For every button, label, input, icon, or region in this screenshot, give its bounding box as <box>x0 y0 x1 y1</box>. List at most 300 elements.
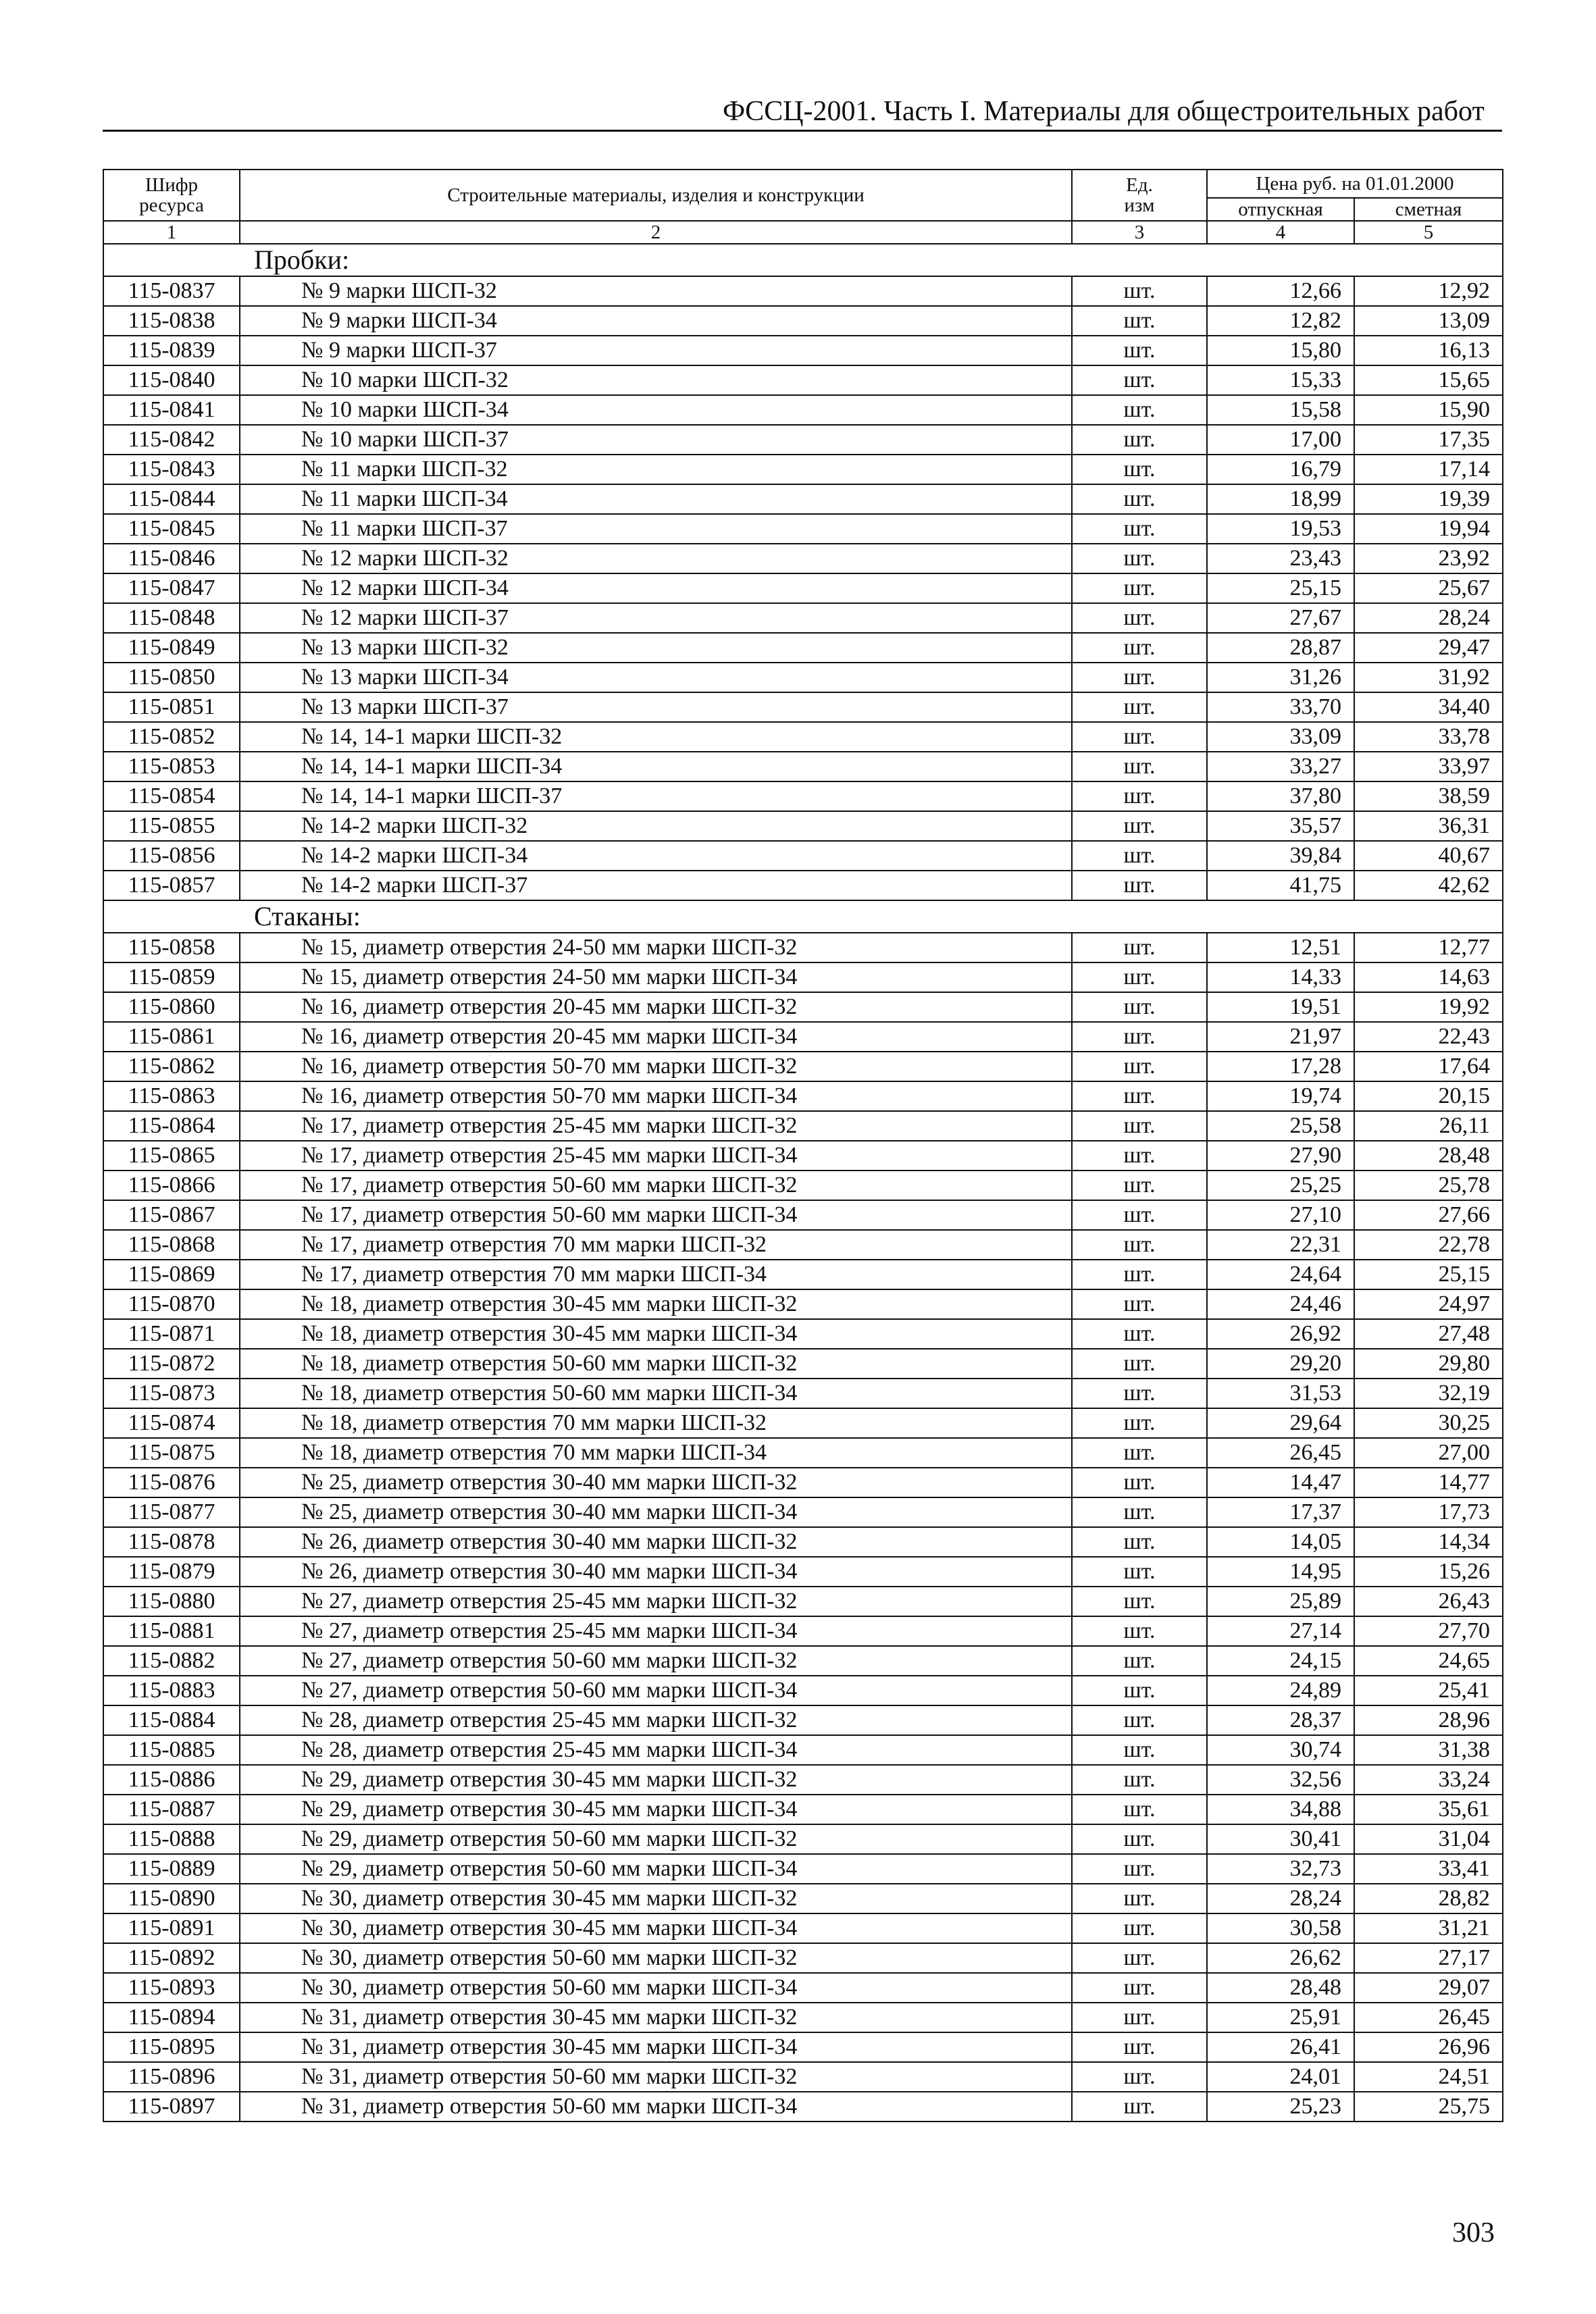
resource-code-cell: 115-0845 <box>103 514 240 544</box>
resource-code-cell: 115-0840 <box>103 365 240 395</box>
resource-code-cell: 115-0883 <box>103 1676 240 1705</box>
release-price-cell: 30,41 <box>1207 1824 1354 1854</box>
header-rule <box>103 130 1502 132</box>
estimate-price-cell: 26,43 <box>1354 1587 1503 1616</box>
unit-cell: шт. <box>1072 1141 1207 1171</box>
estimate-price-cell: 36,31 <box>1354 811 1503 841</box>
release-price-cell: 16,79 <box>1207 455 1354 484</box>
unit-cell: шт. <box>1072 1022 1207 1052</box>
unit-cell: шт. <box>1072 514 1207 544</box>
unit-cell: шт. <box>1072 811 1207 841</box>
release-price-cell: 14,47 <box>1207 1468 1354 1497</box>
unit-cell: шт. <box>1072 1438 1207 1468</box>
material-name-cell: № 17, диаметр отверстия 70 мм марки ШСП-34 <box>240 1260 1072 1289</box>
material-name-cell: № 17, диаметр отверстия 25-45 мм марки ШСП-32 <box>240 1111 1072 1141</box>
release-price-cell: 12,66 <box>1207 276 1354 306</box>
release-price-cell: 29,64 <box>1207 1408 1354 1438</box>
unit-cell: шт. <box>1072 1379 1207 1408</box>
material-name-cell: № 28, диаметр отверстия 25-45 мм марки ШСП-34 <box>240 1735 1072 1765</box>
release-price-cell: 27,14 <box>1207 1616 1354 1646</box>
material-name-cell: № 31, диаметр отверстия 30-45 мм марки ШСП-34 <box>240 2032 1072 2062</box>
table-row <box>103 1973 1503 2003</box>
table-row <box>103 1111 1503 1141</box>
unit-cell: шт. <box>1072 1765 1207 1795</box>
table-row <box>103 1943 1503 1973</box>
material-name-cell: № 16, диаметр отверстия 50-70 мм марки ШСП-32 <box>240 1052 1072 1081</box>
release-price-cell: 14,33 <box>1207 962 1354 992</box>
unit-cell: шт. <box>1072 365 1207 395</box>
material-name-cell: № 25, диаметр отверстия 30-40 мм марки ШСП-34 <box>240 1497 1072 1527</box>
release-price-cell: 25,89 <box>1207 1587 1354 1616</box>
table-row <box>103 1141 1503 1171</box>
resource-code-cell: 115-0858 <box>103 933 240 962</box>
column-number: 5 <box>1354 221 1503 244</box>
estimate-price-cell: 30,25 <box>1354 1408 1503 1438</box>
table-row <box>103 1557 1503 1587</box>
release-price-cell: 18,99 <box>1207 484 1354 514</box>
section-title: Пробки: <box>103 244 1503 276</box>
estimate-price-cell: 28,82 <box>1354 1884 1503 1913</box>
table-row <box>103 484 1503 514</box>
resource-code-cell: 115-0884 <box>103 1705 240 1735</box>
unit-cell: шт. <box>1072 1468 1207 1497</box>
unit-cell: шт. <box>1072 933 1207 962</box>
material-name-cell: № 14-2 марки ШСП-37 <box>240 871 1072 900</box>
material-name-cell: № 29, диаметр отверстия 50-60 мм марки ШСП-32 <box>240 1824 1072 1854</box>
resource-code-cell: 115-0850 <box>103 663 240 692</box>
release-price-cell: 14,95 <box>1207 1557 1354 1587</box>
estimate-price-cell: 25,67 <box>1354 573 1503 603</box>
estimate-price-cell: 29,07 <box>1354 1973 1503 2003</box>
resource-code-cell: 115-0893 <box>103 1973 240 2003</box>
table-row <box>103 1289 1503 1319</box>
estimate-price-cell: 24,51 <box>1354 2062 1503 2092</box>
estimate-price-cell: 14,34 <box>1354 1527 1503 1557</box>
estimate-price-cell: 14,77 <box>1354 1468 1503 1497</box>
unit-cell: шт. <box>1072 2032 1207 2062</box>
table-row <box>103 663 1503 692</box>
resource-code-cell: 115-0848 <box>103 603 240 633</box>
table-row <box>103 962 1503 992</box>
release-price-cell: 26,41 <box>1207 2032 1354 2062</box>
table-row <box>103 2032 1503 2062</box>
material-name-cell: № 13 марки ШСП-32 <box>240 633 1072 663</box>
table-row <box>103 514 1503 544</box>
resource-code-cell: 115-0844 <box>103 484 240 514</box>
material-name-cell: № 15, диаметр отверстия 24-50 мм марки ШСП-34 <box>240 962 1072 992</box>
resource-code-cell: 115-0838 <box>103 306 240 336</box>
resource-code-cell: 115-0861 <box>103 1022 240 1052</box>
table-row <box>103 1438 1503 1468</box>
table-row <box>103 1379 1503 1408</box>
resource-code-cell: 115-0895 <box>103 2032 240 2062</box>
resource-code-cell: 115-0866 <box>103 1171 240 1200</box>
table-row <box>103 1319 1503 1349</box>
release-price-cell: 32,56 <box>1207 1765 1354 1795</box>
table-row <box>103 781 1503 811</box>
resource-code-cell: 115-0862 <box>103 1052 240 1081</box>
resource-code-cell: 115-0867 <box>103 1200 240 1230</box>
table-row <box>103 544 1503 573</box>
table-row <box>103 1765 1503 1795</box>
release-price-cell: 33,70 <box>1207 692 1354 722</box>
resource-code-cell: 115-0849 <box>103 633 240 663</box>
resource-code-cell: 115-0856 <box>103 841 240 871</box>
unit-cell: шт. <box>1072 1973 1207 2003</box>
resource-code-cell: 115-0871 <box>103 1319 240 1349</box>
unit-cell: шт. <box>1072 1081 1207 1111</box>
material-name-cell: № 30, диаметр отверстия 30-45 мм марки ШСП-32 <box>240 1884 1072 1913</box>
table-row <box>103 1616 1503 1646</box>
unit-cell: шт. <box>1072 1408 1207 1438</box>
resource-code-cell: 115-0852 <box>103 722 240 752</box>
material-name-cell: № 18, диаметр отверстия 30-45 мм марки ШСП-32 <box>240 1289 1072 1319</box>
estimate-price-cell: 25,41 <box>1354 1676 1503 1705</box>
estimate-price-cell: 15,65 <box>1354 365 1503 395</box>
release-price-cell: 12,51 <box>1207 933 1354 962</box>
material-name-cell: № 17, диаметр отверстия 50-60 мм марки ШСП-32 <box>240 1171 1072 1200</box>
resource-code-cell: 115-0853 <box>103 752 240 781</box>
estimate-price-cell: 15,90 <box>1354 395 1503 425</box>
release-price-cell: 19,53 <box>1207 514 1354 544</box>
estimate-price-cell: 27,66 <box>1354 1200 1503 1230</box>
estimate-price-cell: 29,47 <box>1354 633 1503 663</box>
release-price-cell: 33,09 <box>1207 722 1354 752</box>
material-name-cell: № 12 марки ШСП-37 <box>240 603 1072 633</box>
table-row <box>103 1884 1503 1913</box>
column-header-code: Шифр ресурса <box>103 170 240 221</box>
estimate-price-cell: 31,04 <box>1354 1824 1503 1854</box>
column-header-name: Строительные материалы, изделия и конструкции <box>240 170 1072 221</box>
estimate-price-cell: 28,24 <box>1354 603 1503 633</box>
release-price-cell: 39,84 <box>1207 841 1354 871</box>
column-header-price-group: Цена руб. на 01.01.2000 <box>1207 170 1503 198</box>
unit-cell: шт. <box>1072 992 1207 1022</box>
unit-cell: шт. <box>1072 1824 1207 1854</box>
material-name-cell: № 16, диаметр отверстия 50-70 мм марки ШСП-34 <box>240 1081 1072 1111</box>
estimate-price-cell: 27,00 <box>1354 1438 1503 1468</box>
column-header-release: отпускная <box>1207 198 1354 221</box>
table-row <box>103 1022 1503 1052</box>
resource-code-cell: 115-0879 <box>103 1557 240 1587</box>
table-row <box>103 1200 1503 1230</box>
resource-code-cell: 115-0887 <box>103 1795 240 1824</box>
material-name-cell: № 30, диаметр отверстия 30-45 мм марки ШСП-34 <box>240 1913 1072 1943</box>
estimate-price-cell: 17,64 <box>1354 1052 1503 1081</box>
unit-cell: шт. <box>1072 1557 1207 1587</box>
unit-cell: шт. <box>1072 1884 1207 1913</box>
estimate-price-cell: 19,39 <box>1354 484 1503 514</box>
estimate-price-cell: 28,48 <box>1354 1141 1503 1171</box>
material-name-cell: № 27, диаметр отверстия 25-45 мм марки ШСП-34 <box>240 1616 1072 1646</box>
unit-cell: шт. <box>1072 1349 1207 1379</box>
release-price-cell: 21,97 <box>1207 1022 1354 1052</box>
unit-cell: шт. <box>1072 1854 1207 1884</box>
unit-cell: шт. <box>1072 1052 1207 1081</box>
material-name-cell: № 13 марки ШСП-34 <box>240 663 1072 692</box>
material-name-cell: № 16, диаметр отверстия 20-45 мм марки ШСП-34 <box>240 1022 1072 1052</box>
release-price-cell: 28,87 <box>1207 633 1354 663</box>
material-name-cell: № 9 марки ШСП-37 <box>240 336 1072 365</box>
estimate-price-cell: 25,15 <box>1354 1260 1503 1289</box>
material-name-cell: № 25, диаметр отверстия 30-40 мм марки ШСП-32 <box>240 1468 1072 1497</box>
page-number: 303 <box>1452 2217 1495 2248</box>
column-header-estimate: сметная <box>1354 198 1503 221</box>
material-name-cell: № 18, диаметр отверстия 30-45 мм марки ШСП-34 <box>240 1319 1072 1349</box>
unit-cell: шт. <box>1072 1943 1207 1973</box>
material-name-cell: № 12 марки ШСП-34 <box>240 573 1072 603</box>
release-price-cell: 32,73 <box>1207 1854 1354 1884</box>
table-row <box>103 841 1503 871</box>
estimate-price-cell: 25,75 <box>1354 2092 1503 2122</box>
table-row <box>103 276 1503 306</box>
release-price-cell: 37,80 <box>1207 781 1354 811</box>
estimate-price-cell: 13,09 <box>1354 306 1503 336</box>
material-name-cell: № 18, диаметр отверстия 50-60 мм марки ШСП-32 <box>240 1349 1072 1379</box>
resource-code-cell: 115-0872 <box>103 1349 240 1379</box>
column-header-unit: Ед. изм <box>1072 170 1207 221</box>
estimate-price-cell: 33,97 <box>1354 752 1503 781</box>
unit-cell: шт. <box>1072 573 1207 603</box>
estimate-price-cell: 26,45 <box>1354 2003 1503 2032</box>
table-row <box>103 692 1503 722</box>
release-price-cell: 24,46 <box>1207 1289 1354 1319</box>
material-name-cell: № 28, диаметр отверстия 25-45 мм марки ШСП-32 <box>240 1705 1072 1735</box>
material-name-cell: № 31, диаметр отверстия 30-45 мм марки ШСП-32 <box>240 2003 1072 2032</box>
estimate-price-cell: 17,73 <box>1354 1497 1503 1527</box>
material-name-cell: № 29, диаметр отверстия 30-45 мм марки ШСП-34 <box>240 1795 1072 1824</box>
table-row <box>103 1795 1503 1824</box>
column-number-row <box>103 221 1503 244</box>
resource-code-cell: 115-0865 <box>103 1141 240 1171</box>
material-name-cell: № 9 марки ШСП-34 <box>240 306 1072 336</box>
release-price-cell: 26,92 <box>1207 1319 1354 1349</box>
release-price-cell: 17,28 <box>1207 1052 1354 1081</box>
release-price-cell: 27,67 <box>1207 603 1354 633</box>
unit-cell: шт. <box>1072 1260 1207 1289</box>
release-price-cell: 15,58 <box>1207 395 1354 425</box>
resource-code-cell: 115-0890 <box>103 1884 240 1913</box>
table-row <box>103 1676 1503 1705</box>
unit-cell: шт. <box>1072 752 1207 781</box>
estimate-price-cell: 23,92 <box>1354 544 1503 573</box>
table-row <box>103 871 1503 900</box>
unit-cell: шт. <box>1072 306 1207 336</box>
material-name-cell: № 18, диаметр отверстия 70 мм марки ШСП-32 <box>240 1408 1072 1438</box>
release-price-cell: 14,05 <box>1207 1527 1354 1557</box>
resource-code-cell: 115-0842 <box>103 425 240 455</box>
estimate-price-cell: 32,19 <box>1354 1379 1503 1408</box>
resource-code-cell: 115-0876 <box>103 1468 240 1497</box>
estimate-price-cell: 33,24 <box>1354 1765 1503 1795</box>
material-name-cell: № 26, диаметр отверстия 30-40 мм марки ШСП-34 <box>240 1557 1072 1587</box>
column-number: 3 <box>1072 221 1207 244</box>
release-price-cell: 29,20 <box>1207 1349 1354 1379</box>
resource-code-cell: 115-0880 <box>103 1587 240 1616</box>
estimate-price-cell: 25,78 <box>1354 1171 1503 1200</box>
release-price-cell: 25,58 <box>1207 1111 1354 1141</box>
table-row <box>103 933 1503 962</box>
resource-code-cell: 115-0881 <box>103 1616 240 1646</box>
table-header <box>103 170 1503 244</box>
resource-code-cell: 115-0839 <box>103 336 240 365</box>
release-price-cell: 15,80 <box>1207 336 1354 365</box>
estimate-price-cell: 15,26 <box>1354 1557 1503 1587</box>
estimate-price-cell: 33,41 <box>1354 1854 1503 1884</box>
unit-cell: шт. <box>1072 1497 1207 1527</box>
table-row <box>103 336 1503 365</box>
table-row <box>103 811 1503 841</box>
release-price-cell: 31,53 <box>1207 1379 1354 1408</box>
document-header: ФССЦ-2001. Часть I. Материалы для общестроительных работ <box>723 96 1485 127</box>
estimate-price-cell: 26,96 <box>1354 2032 1503 2062</box>
table-row <box>103 1081 1503 1111</box>
table-row <box>103 425 1503 455</box>
resource-code-cell: 115-0860 <box>103 992 240 1022</box>
table-row <box>103 395 1503 425</box>
release-price-cell: 12,82 <box>1207 306 1354 336</box>
release-price-cell: 25,23 <box>1207 2092 1354 2122</box>
material-name-cell: № 11 марки ШСП-32 <box>240 455 1072 484</box>
table-row <box>103 1230 1503 1260</box>
resource-code-cell: 115-0851 <box>103 692 240 722</box>
release-price-cell: 25,15 <box>1207 573 1354 603</box>
material-name-cell: № 17, диаметр отверстия 50-60 мм марки ШСП-34 <box>240 1200 1072 1230</box>
resource-code-cell: 115-0896 <box>103 2062 240 2092</box>
resource-code-cell: 115-0847 <box>103 573 240 603</box>
table-row <box>103 1913 1503 1943</box>
unit-cell: шт. <box>1072 871 1207 900</box>
unit-cell: шт. <box>1072 1111 1207 1141</box>
table-row <box>103 306 1503 336</box>
unit-cell: шт. <box>1072 1616 1207 1646</box>
column-number: 1 <box>103 221 240 244</box>
unit-cell: шт. <box>1072 425 1207 455</box>
resource-code-cell: 115-0863 <box>103 1081 240 1111</box>
unit-cell: шт. <box>1072 276 1207 306</box>
material-name-cell: № 10 марки ШСП-37 <box>240 425 1072 455</box>
table-row <box>103 1705 1503 1735</box>
table-row <box>103 1052 1503 1081</box>
unit-cell: шт. <box>1072 841 1207 871</box>
unit-cell: шт. <box>1072 544 1207 573</box>
estimate-price-cell: 26,11 <box>1354 1111 1503 1141</box>
estimate-price-cell: 31,21 <box>1354 1913 1503 1943</box>
material-name-cell: № 29, диаметр отверстия 30-45 мм марки ШСП-32 <box>240 1765 1072 1795</box>
resource-code-cell: 115-0841 <box>103 395 240 425</box>
resource-code-cell: 115-0854 <box>103 781 240 811</box>
unit-cell: шт. <box>1072 1646 1207 1676</box>
table-row <box>103 1527 1503 1557</box>
unit-cell: шт. <box>1072 692 1207 722</box>
material-name-cell: № 17, диаметр отверстия 25-45 мм марки ШСП-34 <box>240 1141 1072 1171</box>
price-table-container <box>103 169 1502 2122</box>
unit-cell: шт. <box>1072 1230 1207 1260</box>
estimate-price-cell: 34,40 <box>1354 692 1503 722</box>
unit-cell: шт. <box>1072 1587 1207 1616</box>
release-price-cell: 35,57 <box>1207 811 1354 841</box>
material-name-cell: № 27, диаметр отверстия 50-60 мм марки ШСП-32 <box>240 1646 1072 1676</box>
material-name-cell: № 9 марки ШСП-32 <box>240 276 1072 306</box>
resource-code-cell: 115-0891 <box>103 1913 240 1943</box>
unit-cell: шт. <box>1072 1289 1207 1319</box>
table-row <box>103 603 1503 633</box>
material-name-cell: № 13 марки ШСП-37 <box>240 692 1072 722</box>
estimate-price-cell: 22,78 <box>1354 1230 1503 1260</box>
table-body <box>103 244 1503 2122</box>
release-price-cell: 17,37 <box>1207 1497 1354 1527</box>
resource-code-cell: 115-0878 <box>103 1527 240 1557</box>
estimate-price-cell: 17,14 <box>1354 455 1503 484</box>
estimate-price-cell: 14,63 <box>1354 962 1503 992</box>
unit-cell: шт. <box>1072 2003 1207 2032</box>
material-name-cell: № 18, диаметр отверстия 50-60 мм марки ШСП-34 <box>240 1379 1072 1408</box>
material-name-cell: № 14, 14-1 марки ШСП-37 <box>240 781 1072 811</box>
resource-code-cell: 115-0837 <box>103 276 240 306</box>
table-row <box>103 455 1503 484</box>
material-name-cell: № 10 марки ШСП-32 <box>240 365 1072 395</box>
estimate-price-cell: 20,15 <box>1354 1081 1503 1111</box>
material-name-cell: № 14, 14-1 марки ШСП-34 <box>240 752 1072 781</box>
resource-code-cell: 115-0874 <box>103 1408 240 1438</box>
column-number: 2 <box>240 221 1072 244</box>
resource-code-cell: 115-0888 <box>103 1824 240 1854</box>
estimate-price-cell: 24,97 <box>1354 1289 1503 1319</box>
table-row <box>103 1408 1503 1438</box>
unit-cell: шт. <box>1072 722 1207 752</box>
unit-cell: шт. <box>1072 633 1207 663</box>
release-price-cell: 15,33 <box>1207 365 1354 395</box>
resource-code-cell: 115-0868 <box>103 1230 240 1260</box>
release-price-cell: 30,58 <box>1207 1913 1354 1943</box>
release-price-cell: 28,24 <box>1207 1884 1354 1913</box>
unit-cell: шт. <box>1072 484 1207 514</box>
table-row <box>103 1497 1503 1527</box>
material-name-cell: № 30, диаметр отверстия 50-60 мм марки ШСП-32 <box>240 1943 1072 1973</box>
release-price-cell: 24,01 <box>1207 2062 1354 2092</box>
release-price-cell: 25,25 <box>1207 1171 1354 1200</box>
material-name-cell: № 27, диаметр отверстия 25-45 мм марки ШСП-32 <box>240 1587 1072 1616</box>
resource-code-cell: 115-0870 <box>103 1289 240 1319</box>
release-price-cell: 28,37 <box>1207 1705 1354 1735</box>
unit-cell: шт. <box>1072 1527 1207 1557</box>
resource-code-cell: 115-0864 <box>103 1111 240 1141</box>
release-price-cell: 28,48 <box>1207 1973 1354 2003</box>
estimate-price-cell: 19,94 <box>1354 514 1503 544</box>
resource-code-cell: 115-0873 <box>103 1379 240 1408</box>
estimate-price-cell: 27,70 <box>1354 1616 1503 1646</box>
release-price-cell: 22,31 <box>1207 1230 1354 1260</box>
section-title: Стаканы: <box>103 900 1503 933</box>
release-price-cell: 30,74 <box>1207 1735 1354 1765</box>
table-row <box>103 1854 1503 1884</box>
unit-cell: шт. <box>1072 1705 1207 1735</box>
table-row <box>103 1735 1503 1765</box>
material-name-cell: № 16, диаметр отверстия 20-45 мм марки ШСП-32 <box>240 992 1072 1022</box>
table-row <box>103 573 1503 603</box>
release-price-cell: 24,89 <box>1207 1676 1354 1705</box>
material-name-cell: № 30, диаметр отверстия 50-60 мм марки ШСП-34 <box>240 1973 1072 2003</box>
material-name-cell: № 31, диаметр отверстия 50-60 мм марки ШСП-32 <box>240 2062 1072 2092</box>
release-price-cell: 19,74 <box>1207 1081 1354 1111</box>
resource-code-cell: 115-0869 <box>103 1260 240 1289</box>
unit-cell: шт. <box>1072 395 1207 425</box>
unit-cell: шт. <box>1072 1171 1207 1200</box>
table-row <box>103 1468 1503 1497</box>
unit-cell: шт. <box>1072 1676 1207 1705</box>
release-price-cell: 26,62 <box>1207 1943 1354 1973</box>
unit-cell: шт. <box>1072 1735 1207 1765</box>
